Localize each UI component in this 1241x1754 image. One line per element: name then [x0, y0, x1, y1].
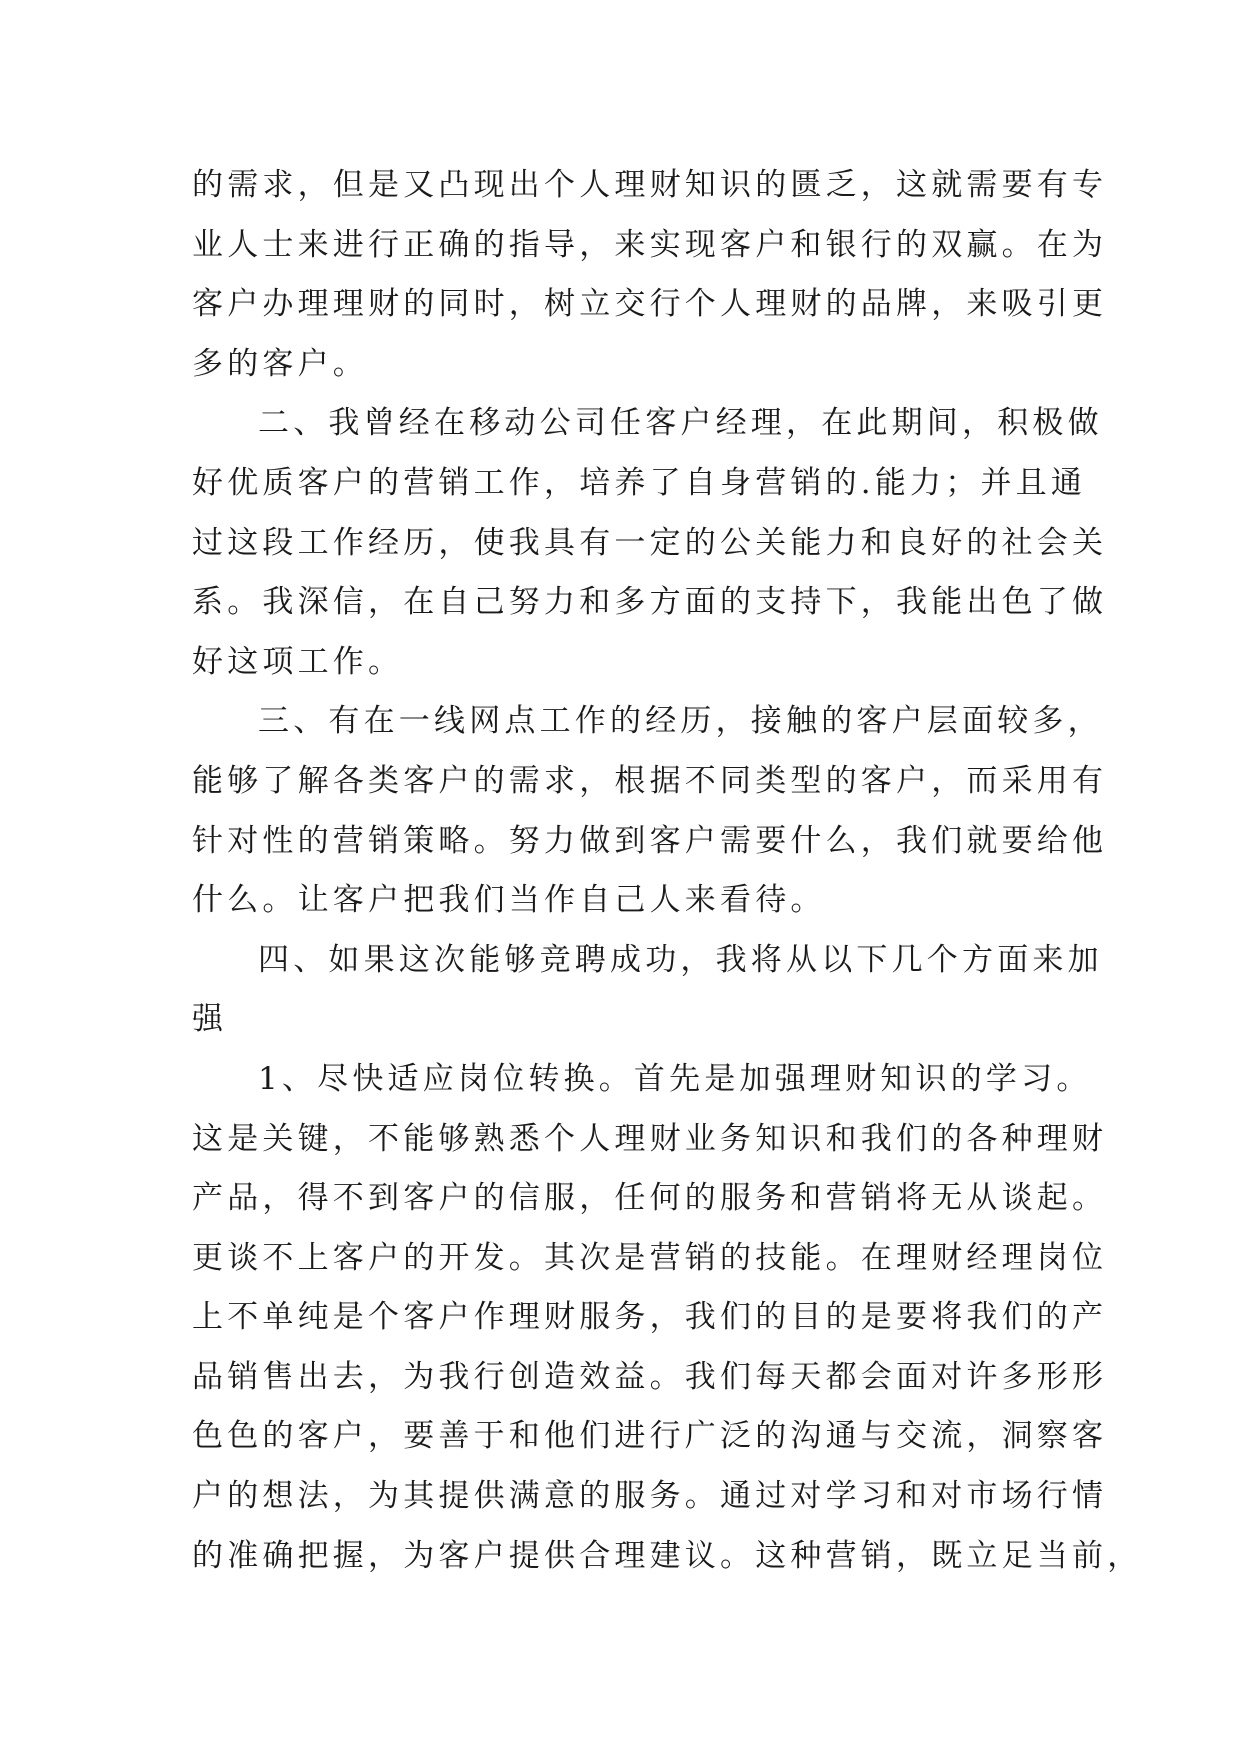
- text-line: 户的想法，为其提供满意的服务。通过对学习和对市场行情: [192, 1478, 1108, 1515]
- text-line: 过这段工作经历，使我具有一定的公关能力和良好的社会关: [192, 524, 1108, 561]
- text-line: 强: [192, 1001, 228, 1038]
- text-line: 上不单纯是个客户作理财服务，我们的目的是要将我们的产: [192, 1299, 1108, 1336]
- text-line: 产品，得不到客户的信服，任何的服务和营销将无从谈起。: [192, 1180, 1108, 1217]
- text-line: 什么。让客户把我们当作自己人来看待。: [192, 882, 826, 919]
- text-line: 的准确把握，为客户提供合理建议。这种营销，既立足当前，: [192, 1537, 1143, 1574]
- body-text: [192, 156, 1143, 1586]
- text-line: 系。我深信，在自己努力和多方面的支持下，我能出色了做: [192, 584, 1108, 621]
- text-line: 1、尽快适应岗位转换。首先是加强理财知识的学习。: [258, 1060, 1092, 1097]
- text-line: 更谈不上客户的开发。其次是营销的技能。在理财经理岗位: [192, 1239, 1108, 1276]
- text-line: 能够了解各类客户的需求，根据不同类型的客户，而采用有: [192, 762, 1108, 799]
- text-line: 色色的客户，要善于和他们进行广泛的沟通与交流，洞察客: [192, 1418, 1108, 1455]
- text-line: 客户办理理财的同时，树立交行个人理财的品牌，来吸引更: [192, 286, 1108, 323]
- text-line: 二、我曾经在移动公司任客户经理，在此期间，积极做: [258, 405, 1103, 442]
- text-line: 的需求，但是又凸现出个人理财知识的匮乏，这就需要有专: [192, 167, 1108, 203]
- text-line: 多的客户。: [192, 345, 368, 382]
- text-line: 品销售出去，为我行创造效益。我们每天都会面对许多形形: [192, 1358, 1108, 1395]
- text-line: 四、如果这次能够竞聘成功，我将从以下几个方面来加: [258, 941, 1103, 978]
- text-line: 这是关键，不能够熟悉个人理财业务知识和我们的各种理财: [192, 1120, 1108, 1157]
- text-line: 三、有在一线网点工作的经历，接触的客户层面较多，: [258, 703, 1103, 740]
- text-line: 针对性的营销策略。努力做到客户需要什么，我们就要给他: [192, 822, 1108, 859]
- text-line: 业人士来进行正确的指导，来实现客户和银行的双赢。在为: [192, 226, 1108, 263]
- text-line: 好优质客户的营销工作，培养了自身营销的.能力；并且通: [192, 464, 1087, 501]
- text-line: 好这项工作。: [192, 643, 404, 680]
